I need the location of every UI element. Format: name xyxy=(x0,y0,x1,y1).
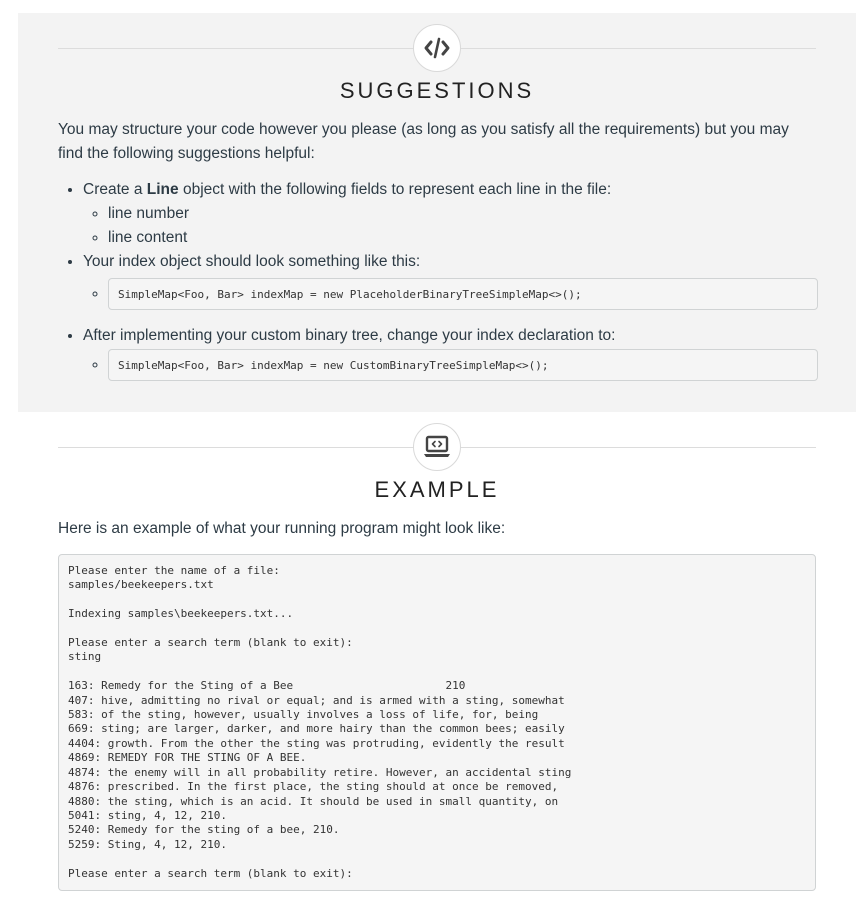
sub-item: ◦ line content xyxy=(108,226,818,250)
suggestions-section xyxy=(18,13,856,412)
intro-text: Here is an example of what your running program might look like: xyxy=(58,520,506,537)
item-bold: Line xyxy=(146,181,179,198)
laptop-code-icon xyxy=(413,423,461,471)
suggestions-list xyxy=(58,178,818,381)
list-item xyxy=(83,250,818,310)
example-section xyxy=(18,418,856,910)
section-title: EXAMPLE xyxy=(374,477,500,502)
list-item xyxy=(83,178,818,250)
code-snippet: ◦ SimpleMap<Foo, Bar> indexMap = new CustomBinaryTreeSimpleMap<>(); xyxy=(108,349,818,381)
sub-item xyxy=(108,349,818,381)
list-item xyxy=(83,324,818,381)
sub-item: ◦ line number xyxy=(108,202,818,226)
intro-text: You may structure your code however you please (as long as you satisfy all the requirements) but you may find the following suggestions helpful: xyxy=(58,121,789,162)
item-text: object with the following fields to represent each line in the file: xyxy=(178,181,612,198)
code-snippet: ◦ SimpleMap<Foo, Bar> indexMap = new PlaceholderBinaryTreeSimpleMap<>(); xyxy=(108,278,818,310)
code-icon xyxy=(413,24,461,72)
item-text: After implementing your custom binary tree, change your index declaration to: xyxy=(83,327,616,344)
program-output: Please enter the name of a file: samples/beekeepers.txt Indexing samples\beekeepers.txt... Please enter a search term (blank to exit): sting 163: Remedy for the Sting of a Bee 210 407: hive, admitting no rival or equal; and is armed with a sting, somewhat 583: of the sting, however, usually involves a loss of life, for, being 669: sting; are larger, darker, and more hairy than the common bees; easily 4404: growth. From the other the sting was protruding, evidently the result 4869: REMEDY FOR THE STING OF A BEE. 4874: the enemy will in all probability retire. However, an accidental sting 4876: prescribed. In the first place, the sting should at once be removed, 4880: the sting, which is an acid. It should be used in small quantity, on 5041: sting, 4, 12, 210. 5240: Remedy for the sting of a bee, 210. 5259: Sting, 4, 12, 210. Please enter a search term (blank to exit): xyxy=(58,554,816,891)
item-text: Create a xyxy=(83,181,147,198)
section-title: SUGGESTIONS xyxy=(339,78,535,103)
item-text: Your index object should look something like this: xyxy=(83,253,421,270)
sub-item xyxy=(108,278,818,310)
